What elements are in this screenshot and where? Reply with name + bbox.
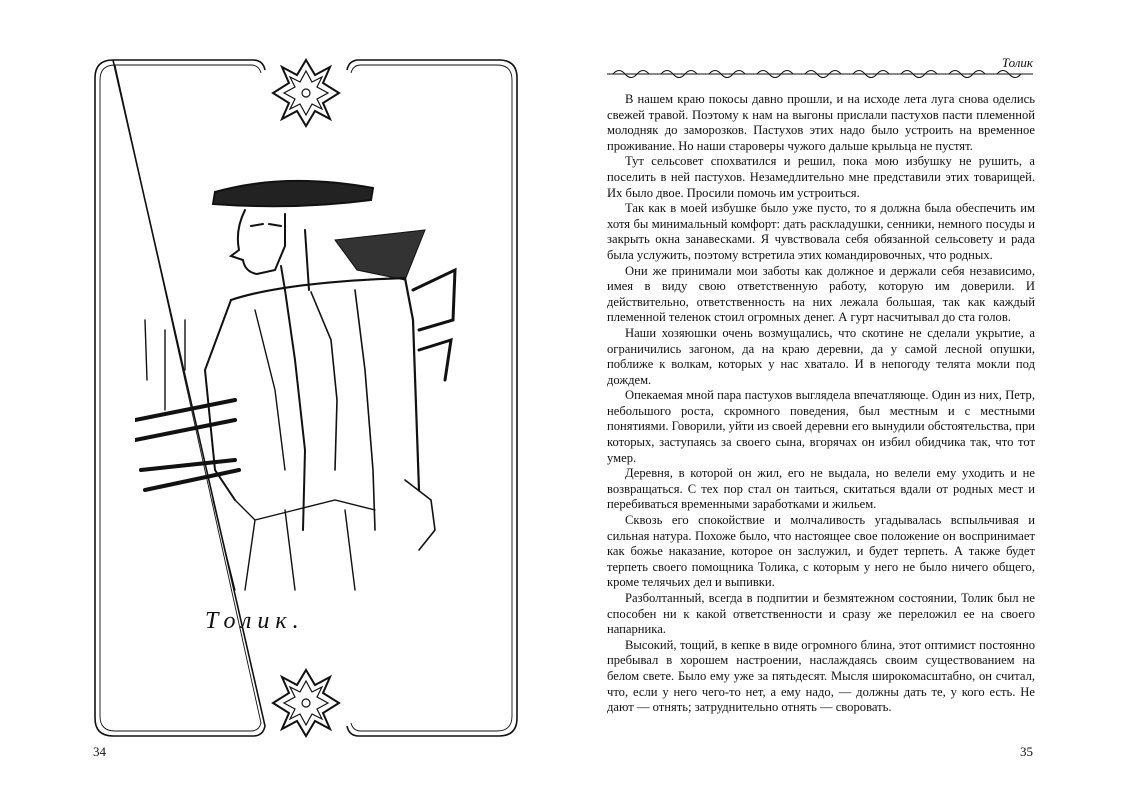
ornament-top-icon: [273, 60, 339, 126]
illustration-caption: Толик.: [205, 608, 305, 634]
ornament-bottom-icon: [273, 670, 339, 736]
body-text: [607, 92, 1035, 716]
right-page: [561, 0, 1123, 794]
paragraph: Тут сельсовет спохватился и решил, пока мою избушку не рушить, а поселить в ней пастухов. Незамедлительно мне представили этих товарищей. Их было двое. Просили помочь им устроиться.: [607, 154, 1035, 200]
paragraph: Опекаемая мной пара пастухов выглядела впечатляюще. Один из них, Петр, небольшого роста, скромного поведения, был местным и с местными понятиями. Говорили, уйти из своей деревни его вынудили обстоятельства, при которых, заступаясь за своего сына, вгорячах он избил обидчика так, что тот умер.: [607, 388, 1035, 465]
page-number-right: 35: [1020, 744, 1033, 759]
paragraph: Наши хозяюшки очень возмущались, что скотине не сделали укрытие, а ограничились загоном, да на краю деревни, да у самой лесной опушки, поближе к волкам, которых у нас хватало. И в непогоду телята мокли под дождем.: [607, 325, 1035, 387]
paragraph: Разболтанный, всегда в подпитии и безмятежном состоянии, Толик был не способен ни к какой ответственности и сразу же переложил ее на своего напарника.: [607, 591, 1035, 637]
paragraph: Они же принимали мои заботы как должное и держали себя независимо, имея в виду свою ответственную работу, которую им доверили. И действительно, ответственность на них лежала большая, так как каждый племенной теленок стоил огромных денег. А гурт насчитывал до ста голов.: [607, 263, 1035, 325]
paragraph: Так как в моей избушке было уже пусто, то я должна была обеспечить им хотя бы минимальный комфорт: дать раскладушки, сенники, немного посуды и закрыть окна занавесками. Я чувствовала себя обязанной сельсовету и рада была услужить, поэтому встретила этих командировочных, что родных.: [607, 201, 1035, 262]
left-page: [0, 0, 561, 794]
running-head: Толик: [1001, 55, 1033, 70]
paragraph: В нашем краю покосы давно прошли, и на исходе лета луга снова оделись свежей травой. Поэтому к нам на выгоны прислали пастухов пасти племенной молодняк до заморозков. Пастухов этих надо было устроить на временное проживание. Но наши староверы чужого дальше крыльца не пустят.: [607, 92, 1035, 153]
paragraph: Деревня, в которой он жил, его не выдала, но велели ему уходить и не возвращаться. С тех пор стал он таиться, скитаться вдали от родных мест и перебиваться временными заработками и жильем.: [607, 466, 1035, 512]
paragraph: Высокий, тощий, в кепке в виде огромного блина, этот оптимист постоянно пребывал в хорошем настроении, наслаждаясь своим существованием на белом свете. Было ему уже за пятьдесят. Мысля широкомасштабно, он считал, что, если у него чего-то нет, а ему надо, — должны дать те, у кого есть. Не дают — отнять; затруднительно отнять — своровать.: [607, 637, 1035, 715]
page-number-left: 34: [93, 744, 106, 759]
ink-sketch-illustration: [135, 170, 495, 650]
paragraph: Сквозь его спокойствие и молчаливость угадывалась вспыльчивая и сильная натура. Похоже было, что настоящее свое положение он воспринимает как божье наказание, которое он заслужил, и будет терпеть. А также будет терпеть своего помощника Толика, с которым у него не было ничего общего, кроме телячьих дел и выпивки.: [607, 513, 1035, 590]
ornamental-rule: [607, 67, 1033, 81]
